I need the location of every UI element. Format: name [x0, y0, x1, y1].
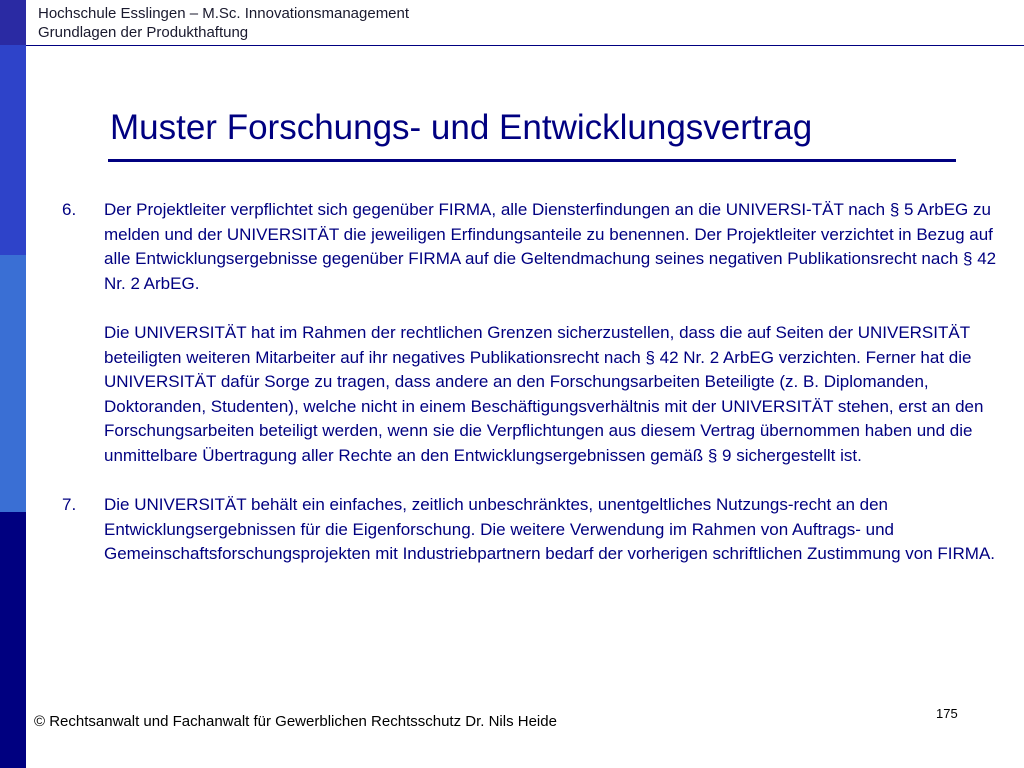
sidebar-segment-1 — [0, 0, 26, 45]
slide-content — [62, 198, 997, 567]
slide-footer: © Rechtsanwalt und Fachanwalt für Gewerblichen Rechtsschutz Dr. Nils Heide — [34, 713, 557, 730]
item-number: 6. — [62, 200, 77, 219]
paragraph: Die UNIVERSITÄT hat im Rahmen der rechtlichen Grenzen sicherzustellen, dass die auf Seiten der UNIVERSITÄT beteiligten weiteren Mitarbeiter auf ihr negatives Publikationsrecht nach § 42 Nr. 2 ArbEG verzichten. Ferner hat die UNIVERSITÄT dafür Sorge zu tragen, dass andere an den Forschungsarbeiten Beteiligte (z. B. Diplomanden, Doktoranden, Studenten), welche nicht in einem Beschäftigungsverhältnis mit der UNIVERSITÄT stehen, erst an den Forschungsarbeiten beteiligt werden, wenn sie die Verpflichtungen aus diesem Vertrag übernommen haben und die unmittelbare Übertragung aller Rechte an den Entwicklungsergebnissen gemäß § 9 sichergestellt ist. — [104, 323, 984, 465]
sidebar-segment-3 — [0, 255, 26, 512]
sidebar-segment-4 — [0, 512, 26, 768]
slide-title: Muster Forschungs- und Entwicklungsvertrag — [110, 108, 813, 147]
list-item-6 — [62, 198, 997, 468]
item-number: 7. — [62, 495, 77, 514]
item-spacer — [62, 468, 997, 493]
header-line-1: Hochschule Esslingen – M.Sc. Innovationsmanagement — [38, 5, 410, 22]
slide-header — [38, 4, 409, 42]
list-item-7 — [62, 493, 997, 567]
paragraph: Die UNIVERSITÄT behält ein einfaches, zeitlich unbeschränktes, unentgeltliches Nutzungs-recht an den Entwicklungsergebnissen für die Eigenforschung. Die weitere Verwendung im Rahmen von Auftrags- und Gemeinschaftsforschungsprojekten mit Industriebpartnern bedarf der vorherigen schriftlichen Zustimmung von FIRMA. — [104, 495, 996, 563]
header-divider — [26, 45, 1024, 46]
paragraph-spacer — [104, 296, 997, 321]
sidebar-segment-2 — [0, 45, 26, 255]
page-number: 175 — [936, 706, 958, 721]
item-text — [104, 198, 997, 468]
header-line-2: Grundlagen der Produkthaftung — [38, 24, 249, 41]
title-underline — [108, 159, 956, 162]
item-text — [104, 493, 997, 567]
paragraph: Der Projektleiter verpflichtet sich gegenüber FIRMA, alle Diensterfindungen an die UNIVERSI-TÄT nach § 5 ArbEG zu melden und der UNIVERSITÄT die jeweiligen Erfindungsanteile zu benennen. Der Projektleiter verzichtet in Bezug auf alle Entwicklungsergebnisse gegenüber FIRMA auf die Geltendmachung seines negativen Publikationsrecht nach § 42 Nr. 2 ArbEG. — [104, 200, 997, 293]
